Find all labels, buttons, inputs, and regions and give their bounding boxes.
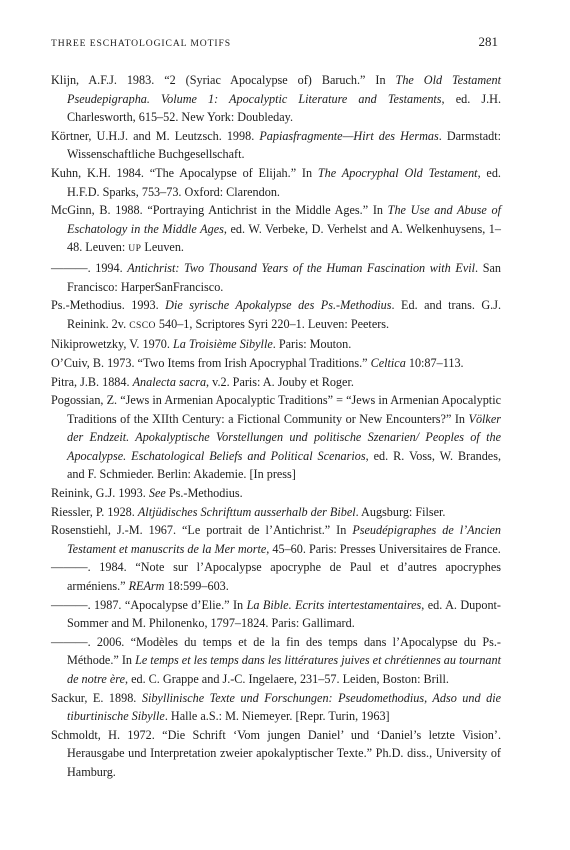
- entry-text: , ed. A. Dupont-Sommer and M. Philonenko, 1797–1824. Paris: Gallimard.: [67, 597, 501, 631]
- entry-text: Pogossian, Z. “Jews in Armenian Apocalyptic Traditions” = “Jews in Armenian Apocalyptic Traditions of the XIIth Century: a Fictional Community or New Encounters?” In: [51, 393, 501, 426]
- entry-title-italic: The Use and Abuse of Eschatology in the Middle Ages: [67, 203, 501, 236]
- bibliography-entry: [51, 259, 501, 296]
- entry-title-italic: Celtica: [370, 355, 406, 370]
- bibliography-entry: [51, 521, 501, 558]
- bibliography-entry: [51, 71, 501, 127]
- bibliography-entry: [51, 164, 501, 201]
- entry-text: , ed. C. Grappe and J.-C. Ingelaere, 231–57. Leiden, Boston: Brill.: [124, 672, 449, 686]
- running-title: THREE ESCHATOLOGICAL MOTIFS: [51, 38, 231, 49]
- entry-text: , 45–60. Paris: Presses Universitaires de France.: [266, 541, 501, 556]
- entry-text: Klijn, A.F.J. 1983. “2 (Syriac Apocalypse of) Baruch.” In: [51, 73, 396, 87]
- entry-title-italic: Papiasfragmente—Hirt des Hermas: [259, 128, 439, 143]
- entry-title-italic: Le temps et les temps dans les littératures juives et chrétiennes au tournant de notre ère: [67, 653, 501, 686]
- entry-text: O’Cuiv, B. 1973. “Two Items from Irish Apocryphal Traditions.”: [51, 355, 371, 370]
- bibliography-entry: [51, 201, 501, 259]
- bibliography-entry: [51, 335, 501, 354]
- entry-title-italic: Pseudépigraphes de l’Ancien Testament et manuscrits de la Mer morte: [67, 523, 501, 556]
- entry-title-italic: La Troisième Sibylle: [172, 337, 273, 352]
- entry-text: Nikiprowetzky, V. 1970.: [51, 337, 173, 352]
- bibliography-entry: [51, 689, 501, 726]
- entry-text: Reinink, G.J. 1993.: [51, 486, 149, 501]
- entry-text: . Darmstadt: Wissenschaftliche Buchgesellschaft.: [67, 128, 501, 162]
- entry-small-caps: UP: [128, 243, 142, 255]
- entry-text: , ed. W. Verbeke, D. Verhelst and A. Welkenhuysens, 1–48. Leuven:: [67, 221, 501, 255]
- entry-text: ———. 1984. “Note sur l’Apocalypse apocryphe de Paul et d’autres apocryphes arméniens.”: [51, 560, 501, 594]
- entry-title-italic: The Apocryphal Old Testament: [317, 165, 478, 180]
- entry-text: ———. 2006. “Modèles du temps et de la fin des temps dans l’Apocalypse du Ps.-Méthode.” In: [51, 634, 501, 668]
- entry-text: Pitra, J.B. 1884.: [51, 374, 133, 389]
- entry-text: Ps.-Methodius. 1993.: [51, 298, 166, 313]
- entry-text: Sackur, E. 1898.: [51, 690, 142, 705]
- bibliography-entry: [51, 503, 501, 522]
- bibliography-entry: [51, 633, 501, 689]
- entry-text: Leuven.: [141, 240, 184, 255]
- bibliography-list: [51, 71, 501, 782]
- entry-text: McGinn, B. 1988. “Portraying Antichrist in the Middle Ages.” In: [51, 203, 388, 218]
- entry-text: Riessler, P. 1928.: [51, 504, 138, 519]
- entry-text: Ps.-Methodius.: [165, 486, 243, 501]
- entry-title-italic: Völker der Endzeit. Apokalyptische Vorstellungen und politische Szenarien/ Peoples of the Apocalypse. Eschatological Beliefs and Political Scenarios: [67, 411, 501, 463]
- bibliography-entry: [51, 127, 501, 164]
- entry-text: ———. 1987. “Apocalypse d’Elie.” In: [51, 597, 247, 612]
- entry-text: , ed. J.H. Charlesworth, 615–52. New York: Doubleday.: [67, 91, 501, 125]
- entry-text: Körtner, U.H.J. and M. Leutzsch. 1998.: [51, 128, 260, 143]
- bibliography-entry: [51, 484, 501, 503]
- entry-text: ———. 1994.: [51, 260, 128, 275]
- page-number: 281: [478, 34, 498, 49]
- bibliography-entry: [51, 558, 501, 595]
- entry-title-italic: Analecta sacra: [132, 374, 207, 389]
- entry-text: 18:599–603.: [164, 579, 229, 594]
- entry-text: . San Francisco: HarperSanFrancisco.: [67, 260, 502, 294]
- entry-text: . Augsburg: Filser.: [355, 504, 446, 519]
- entry-text: . Halle a.S.: M. Niemeyer. [Repr. Turin, 1963]: [164, 709, 390, 724]
- entry-title-italic: Altjüdisches Schrifttum ausserhalb der Bibel: [137, 504, 356, 519]
- entry-text: Schmoldt, H. 1972. “Die Schrift ‘Vom jungen Daniel’ und ‘Daniel’s letzte Vision’. Herausgabe und Interpretation zweier apokalyptischer Texte.” Ph.D. diss., University of Hamburg.: [51, 727, 501, 779]
- bibliography-entry: [51, 296, 501, 335]
- entry-text: . Ed. and trans. G.J. Reinink. 2v.: [67, 298, 502, 331]
- entry-text: 10:87–113.: [405, 355, 464, 370]
- entry-small-caps: CSCO: [129, 319, 156, 331]
- bibliography-entry: [51, 373, 501, 392]
- entry-text: , v.2. Paris: A. Jouby et Roger.: [206, 374, 354, 389]
- entry-title-italic: Antichrist: Two Thousand Years of the Human Fascination with Evil: [127, 260, 476, 275]
- bibliography-entry: [51, 596, 501, 633]
- running-head: [51, 34, 498, 52]
- bibliography-entry: [51, 726, 501, 782]
- entry-title-italic: Die syrische Apokalypse des Ps.-Methodius: [165, 298, 392, 313]
- entry-text: , ed. R. Voss, W. Brandes, and F. Schmieder. Berlin: Akademie. [In press]: [67, 448, 501, 482]
- entry-text: . Paris: Mouton.: [272, 337, 352, 352]
- bibliography-entry: [51, 391, 501, 484]
- entry-title-italic: See: [148, 486, 166, 501]
- entry-title-italic: La Bible. Ecrits intertestamentaires: [246, 597, 422, 612]
- entry-title-italic: REArm: [128, 579, 165, 594]
- entry-title-italic: The Old Testament Pseudepigrapha. Volume 1: Apocalyptic Literature and Testaments: [67, 73, 502, 106]
- entry-text: 540–1, Scriptores Syri 220–1. Leuven: Peeters.: [155, 316, 390, 331]
- entry-text: Rosenstiehl, J.-M. 1967. “Le portrait de l’Antichrist.” In: [51, 523, 353, 538]
- bibliography-entry: [51, 354, 501, 373]
- entry-text: Kuhn, K.H. 1984. “The Apocalypse of Elijah.” In: [51, 165, 318, 180]
- entry-title-italic: Sibyllinische Texte und Forschungen: Pseudomethodius, Adso und die tiburtinische Sibylle: [67, 690, 501, 724]
- entry-text: , ed. H.F.D. Sparks, 753–73. Oxford: Clarendon.: [67, 165, 501, 199]
